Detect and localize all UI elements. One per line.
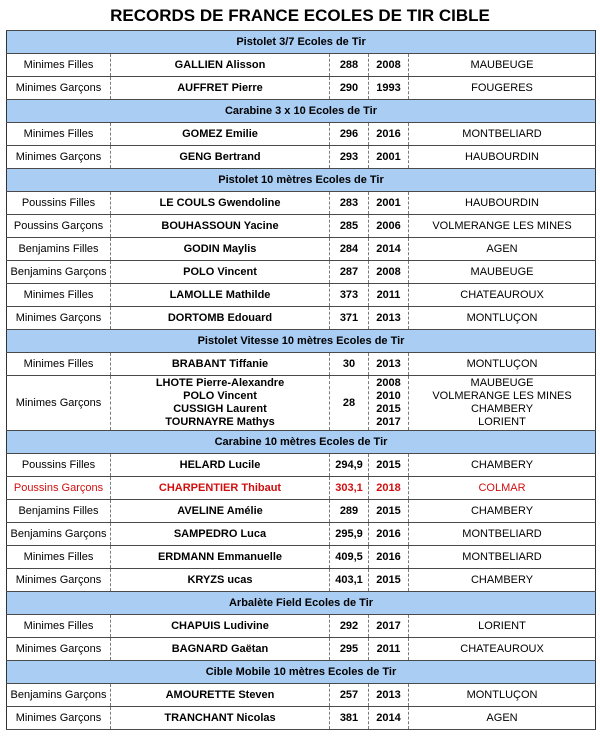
record-year	[369, 638, 409, 661]
record-year	[369, 569, 409, 592]
record-city-line: MONTBELIARD	[462, 128, 542, 140]
record-holder	[111, 77, 330, 100]
record-score: 283	[330, 192, 369, 215]
record-score: 373	[330, 284, 369, 307]
record-year-line: 2006	[376, 220, 401, 232]
record-category: Minimes Garçons	[7, 638, 111, 661]
record-holder	[111, 215, 330, 238]
record-year-line: 2016	[376, 128, 401, 140]
record-holder-line: GENG Bertrand	[179, 151, 261, 163]
record-year	[369, 238, 409, 261]
record-holder-line: POLO Vincent	[183, 266, 257, 278]
section-title: Pistolet 3/7 Ecoles de Tir	[7, 31, 596, 54]
record-year-line: 2015	[376, 574, 401, 586]
record-score: 409,5	[330, 546, 369, 569]
record-city	[409, 146, 596, 169]
record-holder-line: DORTOMB Edouard	[167, 312, 273, 324]
record-score: 295	[330, 638, 369, 661]
record-holder	[111, 615, 330, 638]
record-holder-line: HELARD Lucile	[179, 459, 261, 471]
record-category: Minimes Garçons	[7, 307, 111, 330]
record-score: 289	[330, 500, 369, 523]
record-year-line: 2013	[376, 358, 401, 370]
record-city-line: VOLMERANGE LES MINES	[432, 220, 572, 232]
record-holder-line: ERDMANN Emmanuelle	[157, 551, 283, 563]
record-row	[7, 523, 596, 546]
record-row	[7, 454, 596, 477]
record-holder	[111, 192, 330, 215]
record-year-line: 2015	[376, 505, 401, 517]
record-row	[7, 546, 596, 569]
record-year	[369, 353, 409, 376]
record-row	[7, 684, 596, 707]
record-row	[7, 192, 596, 215]
record-year-line: 2018	[376, 482, 401, 494]
record-city	[409, 215, 596, 238]
record-year-line: 2016	[376, 551, 401, 563]
record-year	[369, 261, 409, 284]
record-score: 287	[330, 261, 369, 284]
record-year-line: 2010	[376, 390, 401, 402]
record-year-line: 2001	[376, 197, 401, 209]
record-holder-line: AVELINE Amélie	[177, 505, 263, 517]
record-city-line: CHATEAUROUX	[460, 289, 544, 301]
record-city-line: MONTBELIARD	[462, 528, 542, 540]
record-city-line: CHAMBERY	[470, 574, 534, 586]
record-year	[369, 77, 409, 100]
record-holder-line: AMOURETTE Steven	[165, 689, 275, 701]
record-city-line: MAUBEUGE	[470, 266, 534, 278]
record-year	[369, 192, 409, 215]
record-score: 30	[330, 353, 369, 376]
record-score: 28	[330, 376, 369, 431]
record-city-line: CHATEAUROUX	[460, 643, 544, 655]
record-year-line: 2001	[376, 151, 401, 163]
record-city	[409, 54, 596, 77]
record-holder-line: AUFFRET Pierre	[177, 82, 263, 94]
record-year	[369, 123, 409, 146]
record-holder	[111, 307, 330, 330]
record-row	[7, 77, 596, 100]
record-city-line: CHAMBERY	[470, 459, 534, 471]
section-title: Cible Mobile 10 mètres Ecoles de Tir	[7, 661, 596, 684]
record-city	[409, 77, 596, 100]
record-city	[409, 684, 596, 707]
record-category: Poussins Filles	[7, 454, 111, 477]
record-score: 403,1	[330, 569, 369, 592]
record-category: Minimes Garçons	[7, 146, 111, 169]
record-city	[409, 307, 596, 330]
record-year-line: 1993	[376, 82, 401, 94]
record-score: 295,9	[330, 523, 369, 546]
record-holder-line: SAMPEDRO Luca	[173, 528, 267, 540]
record-row	[7, 376, 596, 431]
record-holder	[111, 54, 330, 77]
record-score: 288	[330, 54, 369, 77]
record-year-line: 2016	[376, 528, 401, 540]
record-city	[409, 523, 596, 546]
record-holder	[111, 238, 330, 261]
record-holder	[111, 546, 330, 569]
record-holder-line: LHOTE Pierre-Alexandre	[155, 377, 285, 389]
record-year	[369, 284, 409, 307]
record-row	[7, 707, 596, 730]
records-table	[6, 30, 596, 730]
record-year-line: 2014	[376, 243, 401, 255]
record-category: Minimes Filles	[7, 123, 111, 146]
record-category: Minimes Garçons	[7, 376, 111, 431]
record-year	[369, 707, 409, 730]
section-title: Arbalète Field Ecoles de Tir	[7, 592, 596, 615]
record-city	[409, 238, 596, 261]
record-category: Benjamins Garçons	[7, 261, 111, 284]
record-city	[409, 546, 596, 569]
record-year	[369, 523, 409, 546]
record-city-line: COLMAR	[478, 482, 526, 494]
section-header	[7, 100, 596, 123]
record-row	[7, 477, 596, 500]
record-year	[369, 376, 409, 431]
record-holder-line: GALLIEN Alisson	[174, 59, 266, 71]
record-score: 371	[330, 307, 369, 330]
record-score: 292	[330, 615, 369, 638]
record-score: 290	[330, 77, 369, 100]
record-holder-line: GODIN Maylis	[183, 243, 257, 255]
record-holder	[111, 261, 330, 284]
section-header	[7, 169, 596, 192]
record-year-line: 2015	[376, 403, 401, 415]
record-category: Minimes Filles	[7, 54, 111, 77]
record-score: 381	[330, 707, 369, 730]
record-score: 296	[330, 123, 369, 146]
record-year	[369, 215, 409, 238]
record-city-line: MONTLUÇON	[466, 312, 538, 324]
record-row	[7, 238, 596, 261]
record-year-line: 2017	[376, 416, 401, 428]
record-holder	[111, 454, 330, 477]
record-year-line: 2014	[376, 712, 401, 724]
record-category: Minimes Filles	[7, 546, 111, 569]
record-row	[7, 307, 596, 330]
record-city	[409, 123, 596, 146]
record-holder-line: BAGNARD Gaëtan	[171, 643, 269, 655]
record-city	[409, 192, 596, 215]
record-year-line: 2008	[376, 266, 401, 278]
record-city-line: LORIENT	[478, 416, 526, 428]
record-row	[7, 353, 596, 376]
record-city-line: MAUBEUGE	[470, 377, 534, 389]
record-city	[409, 500, 596, 523]
record-city-line: HAUBOURDIN	[465, 197, 539, 209]
record-category: Minimes Garçons	[7, 707, 111, 730]
record-holder-line: TRANCHANT Nicolas	[164, 712, 276, 724]
record-holder-line: BOUHASSOUN Yacine	[161, 220, 279, 232]
record-holder	[111, 638, 330, 661]
record-holder-line: KRYZS ucas	[187, 574, 253, 586]
record-year-line: 2013	[376, 689, 401, 701]
record-category: Minimes Filles	[7, 353, 111, 376]
record-holder	[111, 284, 330, 307]
record-score: 293	[330, 146, 369, 169]
record-holder	[111, 146, 330, 169]
record-category: Minimes Garçons	[7, 569, 111, 592]
record-score: 303,1	[330, 477, 369, 500]
record-year	[369, 684, 409, 707]
record-category: Minimes Filles	[7, 615, 111, 638]
record-year	[369, 54, 409, 77]
record-row	[7, 215, 596, 238]
section-header	[7, 330, 596, 353]
record-holder-line: GOMEZ Emilie	[182, 128, 258, 140]
record-score: 294,9	[330, 454, 369, 477]
record-category: Minimes Filles	[7, 284, 111, 307]
page-title: RECORDS DE FRANCE ECOLES DE TIR CIBLE	[110, 6, 490, 25]
record-row	[7, 146, 596, 169]
section-title: Carabine 10 mètres Ecoles de Tir	[7, 431, 596, 454]
record-holder	[111, 684, 330, 707]
section-title: Pistolet Vitesse 10 mètres Ecoles de Tir	[7, 330, 596, 353]
record-year-line: 2011	[376, 643, 401, 655]
record-year-line: 2017	[376, 620, 401, 632]
record-row	[7, 54, 596, 77]
record-holder	[111, 523, 330, 546]
record-holder	[111, 123, 330, 146]
record-holder	[111, 707, 330, 730]
record-year-line: 2011	[376, 289, 401, 301]
record-holder-line: LAMOLLE Mathilde	[169, 289, 271, 301]
record-holder-line: CHARPENTIER Thibaut	[158, 482, 282, 494]
section-header	[7, 31, 596, 54]
record-year	[369, 146, 409, 169]
section-header	[7, 661, 596, 684]
record-score: 257	[330, 684, 369, 707]
record-city-line: MONTLUÇON	[466, 358, 538, 370]
record-category: Poussins Filles	[7, 192, 111, 215]
record-city-line: MONTLUÇON	[466, 689, 538, 701]
section-title: Pistolet 10 mètres Ecoles de Tir	[7, 169, 596, 192]
record-year-line: 2008	[376, 59, 401, 71]
record-city	[409, 261, 596, 284]
record-holder	[111, 477, 330, 500]
record-score: 284	[330, 238, 369, 261]
record-year	[369, 454, 409, 477]
record-city-line: AGEN	[486, 712, 518, 724]
record-city-line: AGEN	[486, 243, 518, 255]
record-city-line: MAUBEUGE	[470, 59, 534, 71]
record-category: Benjamins Garçons	[7, 523, 111, 546]
record-row	[7, 615, 596, 638]
record-row	[7, 569, 596, 592]
record-city	[409, 638, 596, 661]
record-row	[7, 123, 596, 146]
record-row	[7, 261, 596, 284]
record-city	[409, 569, 596, 592]
record-city-line: VOLMERANGE LES MINES	[432, 390, 572, 402]
record-holder	[111, 353, 330, 376]
record-category: Benjamins Filles	[7, 238, 111, 261]
record-holder-line: CUSSIGH Laurent	[173, 403, 267, 415]
record-category: Benjamins Filles	[7, 500, 111, 523]
record-city-line: HAUBOURDIN	[465, 151, 539, 163]
record-year	[369, 546, 409, 569]
record-city	[409, 376, 596, 431]
record-year	[369, 615, 409, 638]
record-city	[409, 284, 596, 307]
record-city	[409, 707, 596, 730]
record-city-line: MONTBELIARD	[462, 551, 542, 563]
record-row	[7, 500, 596, 523]
record-year-line: 2008	[376, 377, 401, 389]
record-holder	[111, 569, 330, 592]
record-category: Benjamins Garçons	[7, 684, 111, 707]
record-year-line: 2013	[376, 312, 401, 324]
record-year	[369, 477, 409, 500]
record-city	[409, 477, 596, 500]
record-city-line: CHAMBERY	[470, 403, 534, 415]
record-holder-line: LE COULS Gwendoline	[159, 197, 281, 209]
record-row	[7, 638, 596, 661]
record-city	[409, 454, 596, 477]
record-city-line: CHAMBERY	[470, 505, 534, 517]
record-holder-line: TOURNAYRE Mathys	[165, 416, 275, 428]
record-category: Poussins Garçons	[7, 477, 111, 500]
section-header	[7, 431, 596, 454]
record-holder	[111, 376, 330, 431]
section-title: Carabine 3 x 10 Ecoles de Tir	[7, 100, 596, 123]
record-city-line: LORIENT	[478, 620, 526, 632]
record-city-line: FOUGERES	[471, 82, 533, 94]
record-year	[369, 500, 409, 523]
record-row	[7, 284, 596, 307]
section-header	[7, 592, 596, 615]
record-year-line: 2015	[376, 459, 401, 471]
record-holder-line: CHAPUIS Ludivine	[171, 620, 269, 632]
record-city	[409, 353, 596, 376]
record-holder-line: BRABANT Tiffanie	[171, 358, 269, 370]
record-category: Poussins Garçons	[7, 215, 111, 238]
record-category: Minimes Garçons	[7, 77, 111, 100]
record-year	[369, 307, 409, 330]
record-holder	[111, 500, 330, 523]
record-score: 285	[330, 215, 369, 238]
record-city	[409, 615, 596, 638]
record-holder-line: POLO Vincent	[183, 390, 257, 402]
